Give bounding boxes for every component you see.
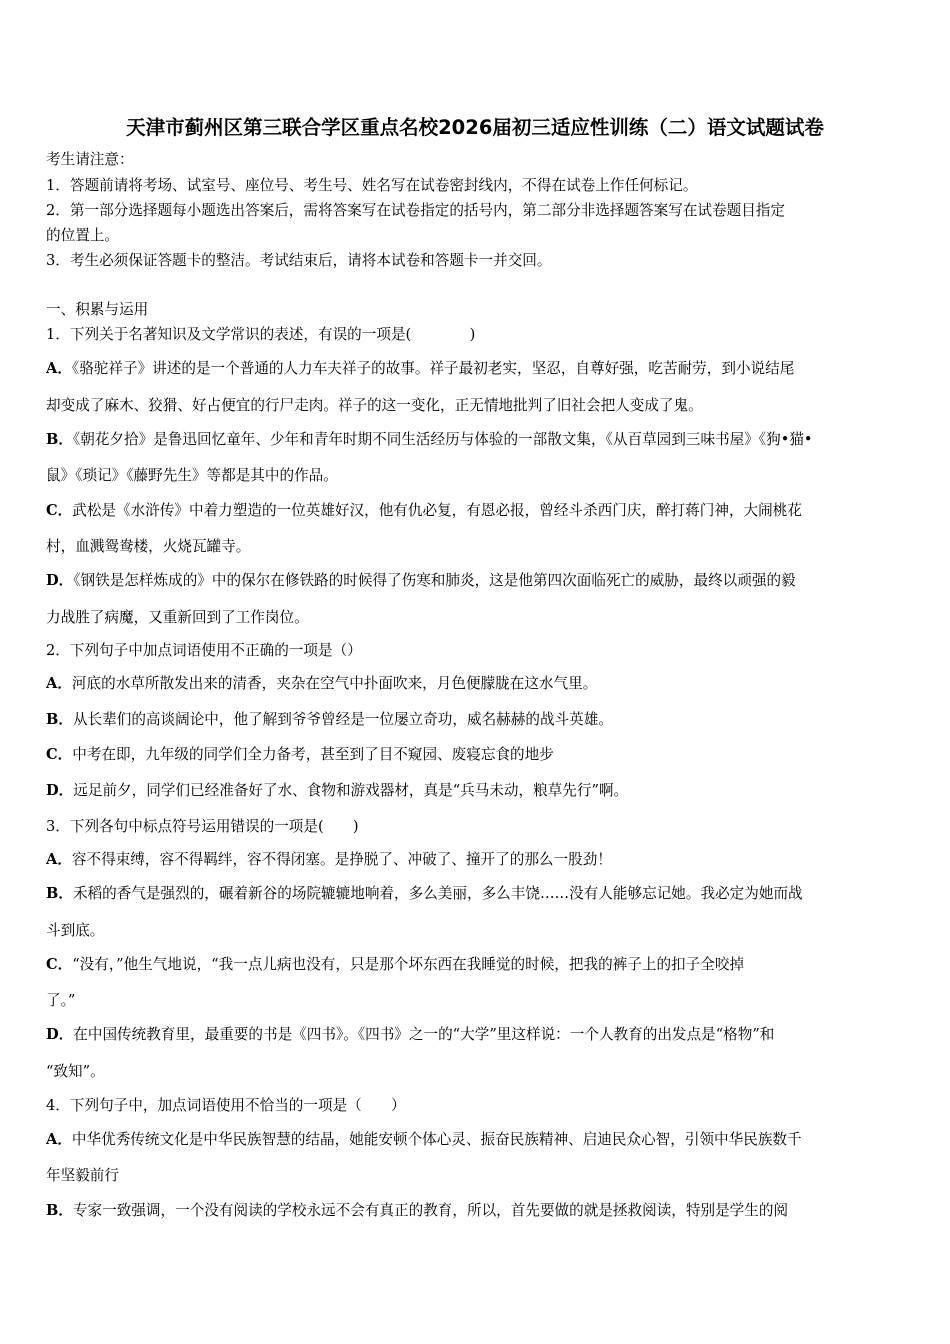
notice-item: 2．第一部分选择题每小题选出答案后，需将答案写在试卷指定的括号内，第二部分非选择题答案写在试卷题目指定 xyxy=(46,202,785,219)
option-line xyxy=(46,359,908,379)
option-label: D． xyxy=(46,782,74,799)
option-line xyxy=(46,955,908,975)
option-line: 却变成了麻木、狡猾、好占便宜的行尸走肉。祥子的这一变化，正无情地批判了旧社会把人变成了鬼。 xyxy=(46,397,703,414)
option-label: D． xyxy=(46,1026,74,1043)
option-line xyxy=(46,430,908,450)
option-label: C． xyxy=(46,746,73,763)
option-line xyxy=(46,674,908,694)
option-line: 鼠》《琐记》《藤野先生》等都是其中的作品。 xyxy=(46,467,338,484)
notice-item: 1．答题前请将考场、试室号、座位号、考生号、姓名写在试卷密封线内，不得在试卷上作任何标记。 xyxy=(46,177,698,194)
option-line: 年坚毅前行 xyxy=(46,1167,119,1184)
option-label: A． xyxy=(46,851,72,868)
option-line xyxy=(46,1201,908,1221)
option-text: 在中国传统教育里，最重要的书是《四书》。《四书》之一的“大学”里这样说：一个人教育的出发点是“格物”和 xyxy=(73,1026,775,1043)
option-line xyxy=(46,850,908,870)
option-line: “致知”。 xyxy=(46,1063,105,1080)
notice-item: 3．考生必须保证答题卡的整洁。考试结束后，请将本试卷和答题卡一并交回。 xyxy=(46,252,552,269)
option-line: 力战胜了病魔，又重新回到了工作岗位。 xyxy=(46,609,309,626)
option-line: 了。” xyxy=(46,992,76,1009)
notice-item: 的位置上。 xyxy=(46,227,119,244)
option-line xyxy=(46,710,908,730)
option-line: 斗到底。 xyxy=(46,922,105,939)
option-label: B． xyxy=(46,1202,73,1219)
option-text: 中考在即，九年级的同学们全力备考，甚至到了目不窥园、废寝忘食的地步 xyxy=(72,746,554,763)
option-label: B． xyxy=(46,431,73,448)
question-stem: 1．下列关于名著知识及文学常识的表述，有误的一项是( ) xyxy=(46,326,476,343)
section-heading: 一、积累与运用 xyxy=(46,301,149,318)
option-text: 远足前夕，同学们已经准备好了水、食物和游戏器材，真是“兵马未动，粮草先行”啊。 xyxy=(73,782,629,799)
option-text: 武松是《水浒传》中着力塑造的一位英雄好汉，他有仇必复，有恩必报，曾经斗杀西门庆，醉打蒋门神，大闹桃花 xyxy=(72,502,802,519)
option-label: B． xyxy=(46,885,73,902)
option-label: C． xyxy=(46,502,73,519)
option-text: 禾稻的香气是强烈的，碾着新谷的场院辘辘地响着，多么美丽，多么丰饶……没有人能够忘记她。我必定为她而战 xyxy=(72,885,803,902)
question-stem: 3．下列各句中标点符号运用错误的一项是( ) xyxy=(46,818,359,835)
option-label: D． xyxy=(46,572,74,589)
option-text: “没有，”他生气地说，“我一点儿病也没有，只是那个坏东西在我睡觉的时候，把我的裤子上的扣子全咬掉 xyxy=(72,956,745,973)
option-line xyxy=(46,1025,908,1045)
option-text: 从长辈们的高谈阔论中，他了解到爷爷曾经是一位屡立奇功，威名赫赫的战斗英雄。 xyxy=(72,711,613,728)
question-stem: 2．下列句子中加点词语使用不正确的一项是（） xyxy=(46,642,362,659)
option-line xyxy=(46,501,908,521)
page-title: 天津市蓟州区第三联合学区重点名校2026届初三适应性训练（二）语文试题试卷 xyxy=(126,116,824,139)
option-line xyxy=(46,745,908,765)
option-line xyxy=(46,571,908,591)
option-label: A． xyxy=(46,675,72,692)
option-text: 容不得束缚，容不得羁绊，容不得闭塞。是挣脱了、冲破了、撞开了的那么一股劲！ xyxy=(71,851,612,868)
question-stem: 4．下列句子中，加点词语使用不恰当的一项是（ ） xyxy=(46,1097,406,1114)
option-label: A． xyxy=(46,360,72,377)
option-text: 《朝花夕拾》是鲁迅回忆童年、少年和青年时期不同生活经历与体验的一部散文集，《从百草园到三味书屋》《狗•猫• xyxy=(72,431,813,448)
option-label: B． xyxy=(46,711,73,728)
option-line xyxy=(46,781,908,801)
option-text: 中华优秀传统文化是中华民族智慧的结晶，她能安顿个体心灵、振奋民族精神、启迪民众心智，引领中华民族数千 xyxy=(71,1131,802,1148)
option-line xyxy=(46,884,908,904)
option-text: 《钢铁是怎样炼成的》中的保尔在修铁路的时候得了伤寒和肺炎，这是他第四次面临死亡的威胁，最终以顽强的毅 xyxy=(73,572,796,589)
notice-heading: 考生请注意： xyxy=(46,151,134,168)
option-label: A． xyxy=(46,1131,72,1148)
option-line xyxy=(46,1130,908,1150)
option-text: 《骆驼祥子》讲述的是一个普通的人力车夫祥子的故事。祥子最初老实，坚忍，自尊好强，吃苦耐劳，到小说结尾 xyxy=(71,360,795,377)
option-text: 专家一致强调，一个没有阅读的学校永远不会有真正的教育，所以，首先要做的就是拯救阅读，特别是学生的阅 xyxy=(72,1202,789,1219)
option-text: 河底的水草所散发出来的清香，夹杂在空气中扑面吹来，月色便朦胧在这水气里。 xyxy=(71,675,598,692)
option-label: C． xyxy=(46,956,73,973)
option-line: 村，血溅鸳鸯楼，火烧瓦罐寺。 xyxy=(46,538,251,555)
